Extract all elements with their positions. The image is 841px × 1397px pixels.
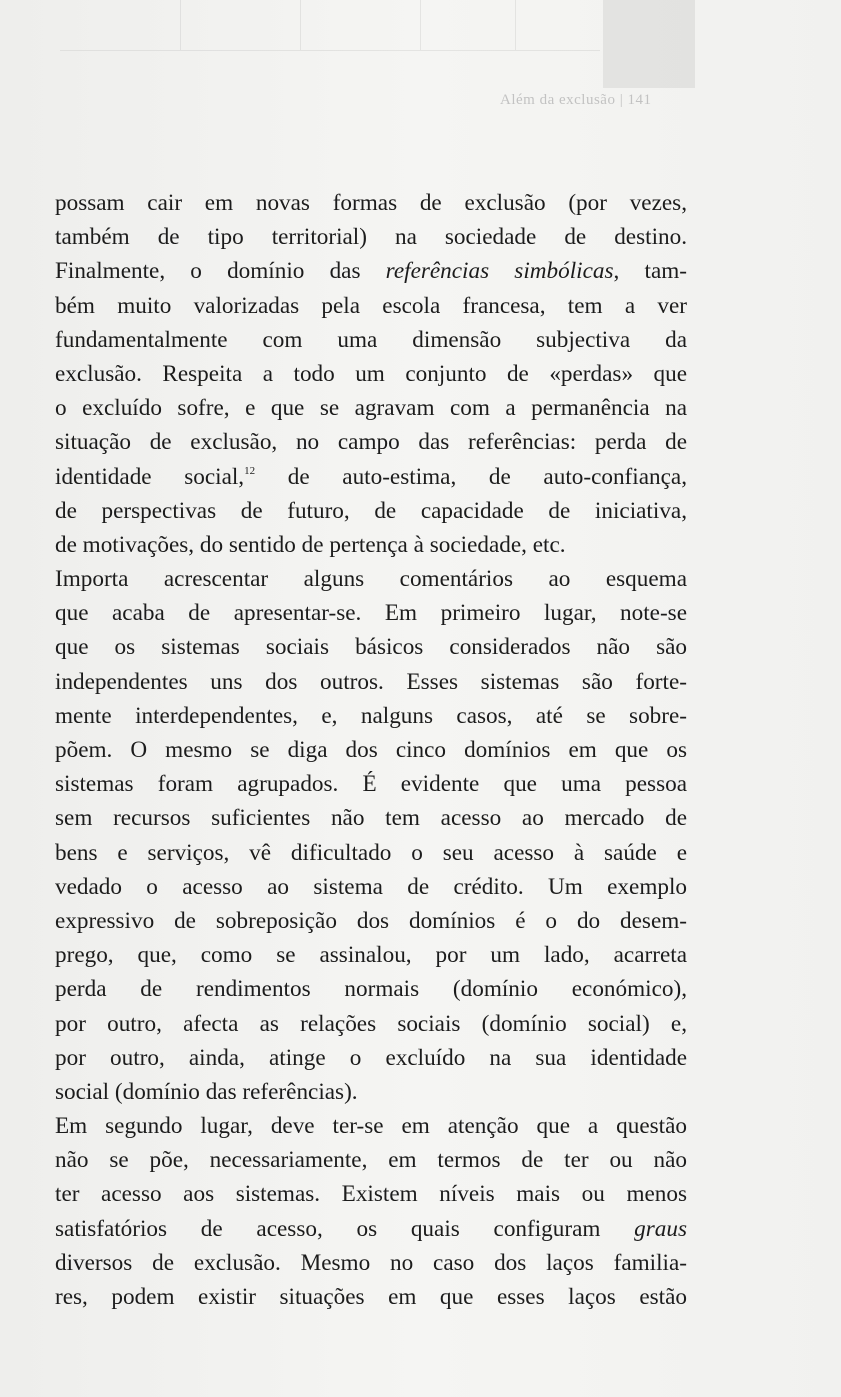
text-line: de motivações, do sentido de pertença à sociedade, etc. <box>55 531 566 558</box>
bleed-table-divider <box>420 0 421 50</box>
bleed-table-divider <box>180 0 181 50</box>
text-line: mente interdependentes, e, nalguns casos, até se sobre- <box>55 702 687 729</box>
text-line: exclusão. Respeita a todo um conjunto de «perdas» que <box>55 360 687 387</box>
bleed-gray-box <box>603 0 695 88</box>
bleed-running-head: Além da exclusão | 141 <box>500 92 652 108</box>
text-line: também de tipo territorial) na sociedade de destino. <box>55 224 687 251</box>
text-line: por outro, ainda, atinge o excluído na sua identidade <box>55 1044 687 1071</box>
text-line: social (domínio das referências). <box>55 1078 358 1105</box>
text-line: Importa acrescentar alguns comentários ao esquema <box>55 566 687 593</box>
text-line: fundamentalmente com uma dimensão subjectiva da <box>55 326 687 353</box>
text-line: diversos de exclusão. Mesmo no caso dos laços familia- <box>55 1249 687 1276</box>
text-line: não se põe, necessariamente, em termos de ter ou não <box>55 1147 687 1174</box>
bleed-table <box>60 0 600 51</box>
text-line: perda de rendimentos normais (domínio económico), <box>55 976 687 1003</box>
text-line: possam cair em novas formas de exclusão (por vezes, <box>55 190 687 216</box>
italic-term: graus <box>634 1215 687 1242</box>
text-line: bens e serviços, vê dificultado o seu acesso à saúde e <box>55 839 687 866</box>
footnote-marker: 12 <box>244 464 256 477</box>
text-line: sistemas foram agrupados. É evidente que uma pessoa <box>55 771 687 798</box>
text-segment: identidade social, <box>55 463 245 490</box>
text-segment: , tam- <box>613 258 687 285</box>
text-line <box>55 254 687 288</box>
text-line: situação de exclusão, no campo das referências: perda de <box>55 429 687 456</box>
body-text <box>55 186 687 1314</box>
text-line: por outro, afecta as relações sociais (domínio social) e, <box>55 1010 687 1037</box>
text-line: de perspectivas de futuro, de capacidade de iniciativa, <box>55 497 687 524</box>
text-segment: de auto-estima, de auto-confiança, <box>255 463 687 490</box>
text-line: Em segundo lugar, deve ter-se em atenção que a questão <box>55 1113 687 1140</box>
text-line: ter acesso aos sistemas. Existem níveis mais ou menos <box>55 1181 687 1208</box>
text-line <box>55 1212 687 1246</box>
text-line: independentes uns dos outros. Esses sistemas são forte- <box>55 668 687 695</box>
text-line: o excluído sofre, e que se agravam com a permanência na <box>55 395 687 422</box>
text-line: expressivo de sobreposição dos domínios é o do desem- <box>55 907 687 934</box>
text-line: vedado o acesso ao sistema de crédito. Um exemplo <box>55 873 687 900</box>
text-line: prego, que, como se assinalou, por um lado, acarreta <box>55 942 687 969</box>
text-line <box>55 460 687 494</box>
text-line: põem. O mesmo se diga dos cinco domínios em que os <box>55 737 687 763</box>
text-line: que acaba de apresentar-se. Em primeiro lugar, note-se <box>55 600 687 627</box>
text-segment: satisfatórios de acesso, os quais configuram <box>55 1215 635 1242</box>
text-line: sem recursos suficientes não tem acesso ao mercado de <box>55 805 687 832</box>
text-line: que os sistemas sociais básicos considerados não são <box>55 634 687 661</box>
text-segment: Finalmente, o domínio das <box>55 258 386 285</box>
bleed-table-divider <box>300 0 301 50</box>
text-line: res, podem existir situações em que esses laços estão <box>55 1284 687 1310</box>
bleed-table-divider <box>515 0 516 50</box>
italic-term: referências simbólicas <box>385 258 614 285</box>
text-line: bém muito valorizadas pela escola francesa, tem a ver <box>55 292 687 319</box>
